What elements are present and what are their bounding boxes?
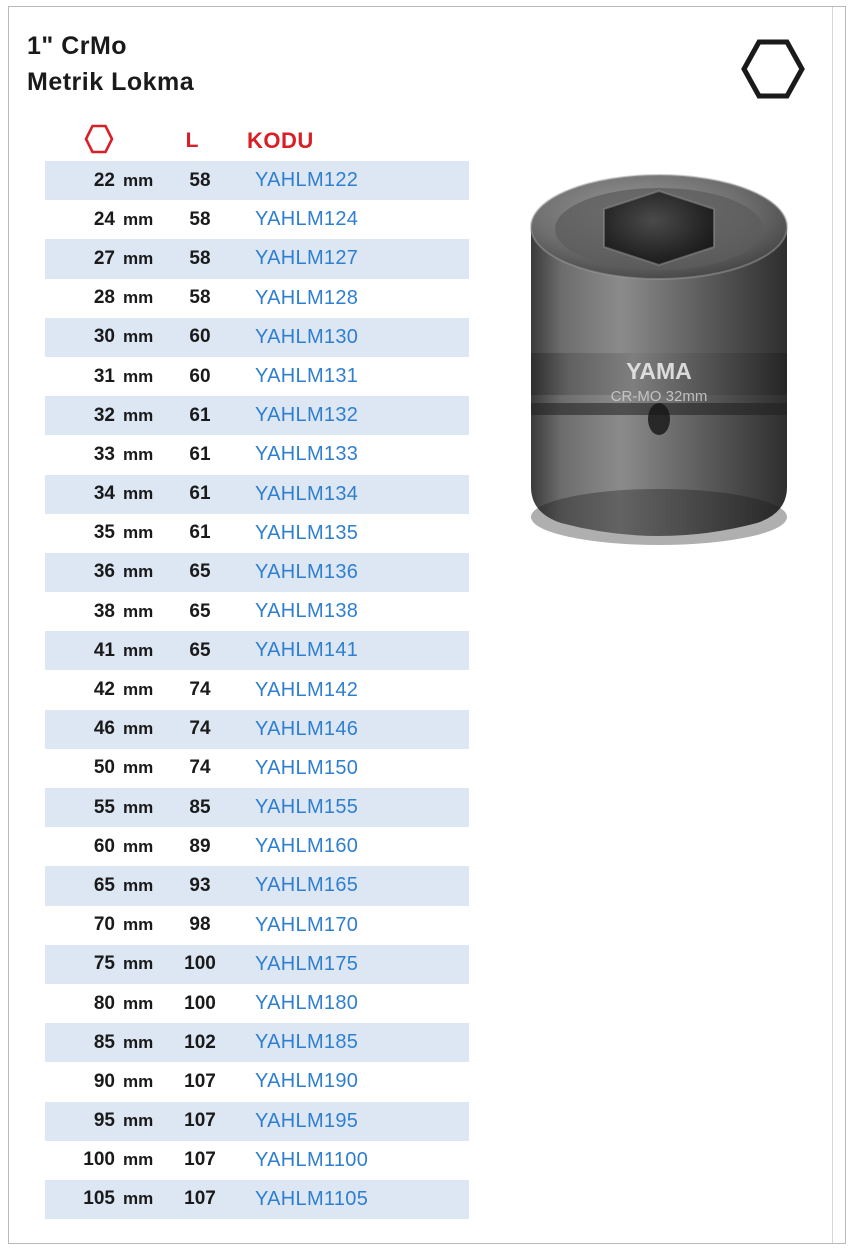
table-row <box>45 318 469 357</box>
cell-unit: mm <box>123 170 154 190</box>
table-row <box>45 514 469 553</box>
cell-code: YAHLM142 <box>255 678 359 701</box>
cell-length: 107 <box>184 1188 216 1210</box>
cell-unit: mm <box>123 954 154 974</box>
cell-code: YAHLM128 <box>255 286 359 309</box>
cell-size: 27 <box>93 247 115 269</box>
cell-size: 35 <box>93 522 115 544</box>
table-row <box>45 553 469 592</box>
table-row <box>45 279 469 318</box>
cell-length: 74 <box>189 679 211 701</box>
cell-size: 75 <box>93 953 115 975</box>
cell-code: YAHLM124 <box>255 208 359 231</box>
cell-unit: mm <box>123 288 154 308</box>
cell-length: 61 <box>189 483 211 505</box>
cell-size: 85 <box>93 1031 115 1053</box>
cell-length: 100 <box>184 953 216 975</box>
product-image <box>509 157 809 557</box>
table-row <box>45 1180 469 1219</box>
cell-code: YAHLM122 <box>255 169 359 192</box>
cell-unit: mm <box>123 601 154 621</box>
cell-size: 24 <box>93 208 115 230</box>
cell-unit: mm <box>123 836 154 856</box>
table-row <box>45 357 469 396</box>
cell-length: 89 <box>189 835 211 857</box>
cell-code: YAHLM160 <box>255 835 359 858</box>
product-spec-text: CR-MO 32mm <box>610 388 708 405</box>
cell-size: 32 <box>93 404 115 426</box>
cell-length: 98 <box>189 914 211 936</box>
cell-length: 102 <box>184 1031 216 1053</box>
cell-length: 60 <box>189 365 211 387</box>
page-edge-band <box>832 7 845 1243</box>
page-title-line-2: Metrik Lokma <box>27 68 195 96</box>
cell-code: YAHLM136 <box>255 560 359 583</box>
cell-size: 34 <box>93 483 115 505</box>
table-row <box>45 396 469 435</box>
cell-unit: mm <box>123 366 154 386</box>
cell-size: 42 <box>93 679 115 701</box>
cell-length: 58 <box>189 169 211 191</box>
cell-code: YAHLM1100 <box>255 1148 369 1171</box>
cell-unit: mm <box>123 484 154 504</box>
table-row <box>45 749 469 788</box>
table-row <box>45 1102 469 1141</box>
cell-unit: mm <box>123 1071 154 1091</box>
table-row <box>45 239 469 278</box>
column-header-code: KODU <box>247 128 314 153</box>
cell-length: 74 <box>189 718 211 740</box>
cell-code: YAHLM132 <box>255 404 359 427</box>
cell-size: 36 <box>93 561 115 583</box>
cell-code: YAHLM141 <box>255 639 359 662</box>
table-row <box>45 475 469 514</box>
cell-unit: mm <box>123 1032 154 1052</box>
cell-unit: mm <box>123 444 154 464</box>
table-row <box>45 435 469 474</box>
cell-code: YAHLM150 <box>255 756 359 779</box>
cell-code: YAHLM131 <box>255 365 359 388</box>
table-row <box>45 200 469 239</box>
cell-unit: mm <box>123 248 154 268</box>
cell-length: 65 <box>189 561 211 583</box>
cell-unit: mm <box>123 680 154 700</box>
table-row <box>45 1062 469 1101</box>
table-row <box>45 631 469 670</box>
cell-code: YAHLM1105 <box>255 1187 369 1210</box>
cell-length: 65 <box>189 639 211 661</box>
table-row <box>45 866 469 905</box>
hexagon-icon <box>741 39 805 99</box>
column-header-size <box>45 124 153 159</box>
cell-unit: mm <box>123 993 154 1013</box>
cell-length: 58 <box>189 247 211 269</box>
cell-unit: mm <box>123 875 154 895</box>
page-title-line-1: 1" CrMo <box>27 32 128 60</box>
cell-size: 55 <box>93 796 115 818</box>
cell-unit: mm <box>123 797 154 817</box>
cell-length: 60 <box>189 326 211 348</box>
cell-size: 31 <box>93 365 115 387</box>
cell-unit: mm <box>123 758 154 778</box>
cell-code: YAHLM165 <box>255 874 359 897</box>
page-title <box>27 29 194 101</box>
cell-length: 61 <box>189 443 211 465</box>
products-table <box>45 121 469 1219</box>
cell-unit: mm <box>123 1150 154 1170</box>
cell-length: 58 <box>189 208 211 230</box>
table-row <box>45 710 469 749</box>
cell-code: YAHLM195 <box>255 1109 359 1132</box>
cell-size: 105 <box>83 1188 115 1210</box>
cell-size: 80 <box>93 992 115 1014</box>
table-row <box>45 984 469 1023</box>
cell-code: YAHLM175 <box>255 952 359 975</box>
cell-unit: mm <box>123 719 154 739</box>
cell-code: YAHLM190 <box>255 1070 359 1093</box>
cell-size: 30 <box>93 326 115 348</box>
cell-length: 85 <box>189 796 211 818</box>
cell-size: 22 <box>93 169 115 191</box>
cell-code: YAHLM135 <box>255 521 359 544</box>
cell-size: 95 <box>93 1110 115 1132</box>
cell-length: 107 <box>184 1110 216 1132</box>
cell-code: YAHLM185 <box>255 1031 359 1054</box>
cell-size: 100 <box>83 1149 115 1171</box>
cell-length: 107 <box>184 1149 216 1171</box>
cell-code: YAHLM155 <box>255 796 359 819</box>
cell-length: 93 <box>189 874 211 896</box>
cell-code: YAHLM146 <box>255 717 359 740</box>
cell-size: 33 <box>93 443 115 465</box>
cell-length: 74 <box>189 757 211 779</box>
cell-code: YAHLM134 <box>255 482 359 505</box>
hexagon-icon <box>84 124 114 159</box>
table-row <box>45 161 469 200</box>
table-row <box>45 592 469 631</box>
table-row <box>45 1141 469 1180</box>
cell-size: 65 <box>93 874 115 896</box>
catalog-page <box>8 6 846 1244</box>
cell-size: 60 <box>93 835 115 857</box>
cell-size: 41 <box>93 639 115 661</box>
cell-code: YAHLM180 <box>255 992 359 1015</box>
column-header-length: L <box>185 129 199 152</box>
cell-unit: mm <box>123 640 154 660</box>
cell-code: YAHLM133 <box>255 443 359 466</box>
cell-unit: mm <box>123 523 154 543</box>
table-header-row <box>45 121 469 161</box>
cell-size: 70 <box>93 914 115 936</box>
cell-length: 58 <box>189 287 211 309</box>
cell-unit: mm <box>123 405 154 425</box>
table-row <box>45 670 469 709</box>
table-row <box>45 1023 469 1062</box>
cell-unit: mm <box>123 1189 154 1209</box>
cell-code: YAHLM127 <box>255 247 359 270</box>
cell-code: YAHLM138 <box>255 600 359 623</box>
cell-size: 38 <box>93 600 115 622</box>
cell-length: 107 <box>184 1070 216 1092</box>
cell-length: 61 <box>189 522 211 544</box>
cell-size: 90 <box>93 1070 115 1092</box>
cell-code: YAHLM130 <box>255 325 359 348</box>
table-row <box>45 906 469 945</box>
cell-size: 46 <box>93 718 115 740</box>
cell-unit: mm <box>123 915 154 935</box>
cell-unit: mm <box>123 327 154 347</box>
product-brand-mark: YAMA <box>626 358 692 384</box>
cell-code: YAHLM170 <box>255 913 359 936</box>
table-row <box>45 945 469 984</box>
cell-length: 100 <box>184 992 216 1014</box>
table-body <box>45 161 469 1219</box>
cell-size: 28 <box>93 287 115 309</box>
table-row <box>45 788 469 827</box>
cell-unit: mm <box>123 1111 154 1131</box>
cell-unit: mm <box>123 562 154 582</box>
cell-size: 50 <box>93 757 115 779</box>
cell-length: 61 <box>189 404 211 426</box>
cell-length: 65 <box>189 600 211 622</box>
cell-unit: mm <box>123 209 154 229</box>
table-row <box>45 827 469 866</box>
